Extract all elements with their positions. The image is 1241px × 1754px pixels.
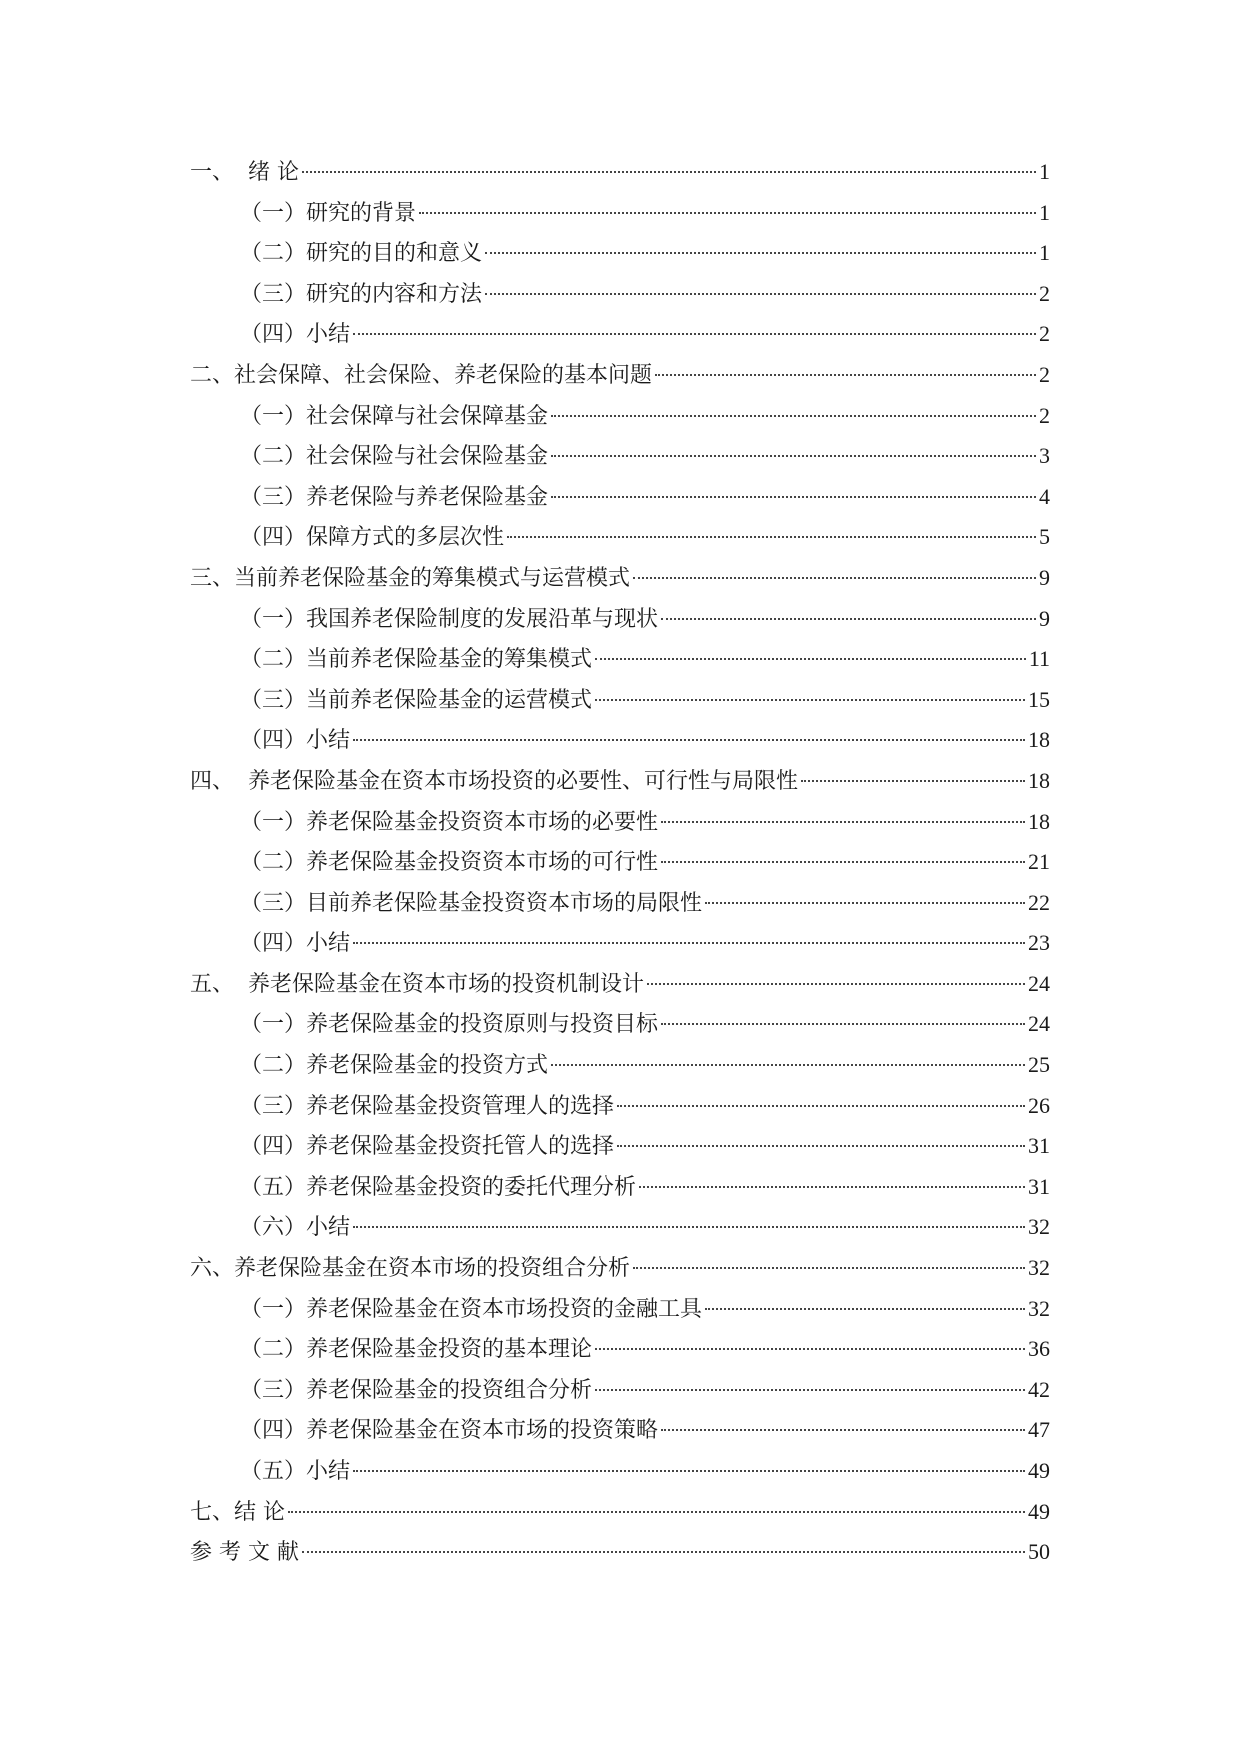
toc-entry-page-number: 1 xyxy=(1039,159,1050,184)
toc-entry-title: （五）小结 xyxy=(240,1459,351,1484)
toc-entry-title: （三）养老保险基金投资管理人的选择 xyxy=(240,1093,615,1119)
dot-leader xyxy=(639,1186,1025,1188)
toc-chapter-entry[interactable] xyxy=(190,1532,1050,1573)
toc-entry-page-number: 5 xyxy=(1039,524,1050,550)
toc-section-entry[interactable] xyxy=(190,599,1050,640)
toc-entry-page-number: 2 xyxy=(1039,402,1050,428)
toc-section-entry[interactable] xyxy=(190,1126,1050,1167)
toc-section-entry[interactable] xyxy=(190,436,1050,477)
toc-entry-title: 二、社会保障、社会保险、养老保险的基本问题 xyxy=(190,362,653,388)
dot-leader xyxy=(551,496,1036,498)
dot-leader xyxy=(661,821,1025,823)
toc-entry-title: （三）当前养老保险基金的运营模式 xyxy=(240,687,593,713)
toc-entry-title: （四）小结 xyxy=(240,322,351,348)
toc-entry-page-number: 2 xyxy=(1039,321,1050,347)
toc-entry-page-number: 2 xyxy=(1039,361,1050,387)
toc-section-entry[interactable] xyxy=(190,517,1050,558)
toc-entry-title: （一）社会保障与社会保障基金 xyxy=(240,403,549,429)
dot-leader xyxy=(705,902,1025,904)
toc-entry-title: （一）研究的背景 xyxy=(240,200,417,226)
toc-entry-page-number: 24 xyxy=(1028,970,1050,996)
toc-entry-title: 七、结 论 xyxy=(190,1499,285,1525)
toc-entry-page-number: 49 xyxy=(1028,1498,1050,1524)
toc-entry-page-number: 47 xyxy=(1028,1417,1050,1443)
toc-entry-title: （三）养老保险与养老保险基金 xyxy=(240,484,549,510)
toc-entry-title: 四、 养老保险基金在资本市场投资的必要性、可行性与局限性 xyxy=(190,768,798,794)
toc-section-entry[interactable] xyxy=(190,233,1050,274)
toc-entry-title: 参 考 文 献 xyxy=(190,1540,299,1566)
toc-entry-page-number: 32 xyxy=(1028,1295,1050,1321)
toc-entry-page-number: 9 xyxy=(1039,564,1050,590)
dot-leader xyxy=(419,212,1036,214)
toc-entry-title: （三）养老保险基金的投资组合分析 xyxy=(240,1377,593,1403)
toc-entry-title: （一）养老保险基金的投资原则与投资目标 xyxy=(240,1012,659,1038)
toc-entry-page-number: 9 xyxy=(1039,605,1050,631)
toc-entry-title: （四）保障方式的多层次性 xyxy=(240,525,505,551)
dot-leader xyxy=(353,1226,1025,1228)
toc-section-entry[interactable] xyxy=(190,1451,1050,1492)
toc-section-entry[interactable] xyxy=(190,314,1050,355)
dot-leader xyxy=(661,1429,1025,1431)
toc-entry-title: （四）小结 xyxy=(240,931,351,957)
toc-entry-title: （六）小结 xyxy=(240,1215,351,1241)
dot-leader xyxy=(661,1023,1025,1025)
toc-entry-page-number: 21 xyxy=(1028,849,1050,875)
toc-chapter-entry[interactable] xyxy=(190,1248,1050,1289)
dot-leader xyxy=(507,536,1036,538)
toc-entry-page-number: 31 xyxy=(1028,1133,1050,1159)
toc-entry-page-number: 18 xyxy=(1028,808,1050,834)
toc-entry-page-number: 50 xyxy=(1028,1539,1050,1565)
dot-leader xyxy=(633,577,1036,579)
toc-entry-page-number: 1 xyxy=(1039,240,1050,266)
dot-leader xyxy=(633,1267,1025,1269)
toc-entry-title: （一）养老保险基金投资资本市场的必要性 xyxy=(240,809,659,835)
dot-leader xyxy=(353,1470,1025,1472)
toc-entry-title: （四）养老保险基金在资本市场的投资策略 xyxy=(240,1418,659,1444)
dot-leader xyxy=(655,374,1036,376)
toc-entry-page-number: 31 xyxy=(1028,1173,1050,1199)
dot-leader xyxy=(617,1105,1025,1107)
toc-chapter-entry[interactable] xyxy=(190,152,1050,193)
toc-entry-title: （五）养老保险基金投资的委托代理分析 xyxy=(240,1174,637,1200)
dot-leader xyxy=(353,333,1036,335)
toc-chapter-entry[interactable] xyxy=(190,355,1050,396)
dot-leader xyxy=(551,415,1036,417)
toc-entry-page-number: 36 xyxy=(1028,1336,1050,1362)
dot-leader xyxy=(302,1551,1025,1553)
toc-entry-title: （二）养老保险基金投资的基本理论 xyxy=(240,1337,593,1363)
toc-section-entry[interactable] xyxy=(190,1410,1050,1451)
dot-leader xyxy=(353,739,1025,741)
toc-entry-page-number: 49 xyxy=(1028,1458,1050,1483)
dot-leader xyxy=(661,618,1036,620)
toc-entry-page-number: 18 xyxy=(1028,727,1050,753)
toc-entry-page-number: 1 xyxy=(1039,199,1050,225)
toc-section-entry[interactable] xyxy=(190,802,1050,843)
dot-leader xyxy=(801,780,1025,782)
toc-section-entry[interactable] xyxy=(190,680,1050,721)
toc-entry-page-number: 42 xyxy=(1028,1376,1050,1402)
dot-leader xyxy=(353,942,1025,944)
toc-entry-title: 一、 绪 论 xyxy=(190,160,299,185)
toc-section-entry[interactable] xyxy=(190,1370,1050,1411)
toc-entry-title: 六、养老保险基金在资本市场的投资组合分析 xyxy=(190,1256,631,1282)
dot-leader xyxy=(595,658,1026,660)
dot-leader xyxy=(551,455,1036,457)
toc-section-entry[interactable] xyxy=(190,720,1050,761)
toc-section-entry[interactable] xyxy=(190,639,1050,680)
toc-entry-page-number: 24 xyxy=(1028,1011,1050,1037)
toc-section-entry[interactable] xyxy=(190,1167,1050,1208)
toc-entry-title: 五、 养老保险基金在资本市场的投资机制设计 xyxy=(190,971,644,997)
toc-entry-page-number: 32 xyxy=(1028,1214,1050,1240)
table-of-contents xyxy=(190,152,1050,1573)
toc-section-entry[interactable] xyxy=(190,193,1050,234)
toc-entry-title: （二）养老保险基金投资资本市场的可行性 xyxy=(240,850,659,876)
dot-leader xyxy=(551,1064,1025,1066)
toc-entry-title: （三）研究的内容和方法 xyxy=(240,281,483,307)
dot-leader xyxy=(595,699,1025,701)
toc-entry-title: （二）社会保险与社会保险基金 xyxy=(240,444,549,470)
toc-section-entry[interactable] xyxy=(190,883,1050,924)
toc-entry-page-number: 26 xyxy=(1028,1092,1050,1118)
toc-section-entry[interactable] xyxy=(190,1004,1050,1045)
toc-entry-title: （二）当前养老保险基金的筹集模式 xyxy=(240,647,593,673)
dot-leader xyxy=(647,983,1025,985)
toc-entry-page-number: 3 xyxy=(1039,443,1050,469)
dot-leader xyxy=(288,1511,1025,1513)
dot-leader xyxy=(485,293,1036,295)
toc-section-entry[interactable] xyxy=(190,274,1050,315)
toc-entry-title: （一）养老保险基金在资本市场投资的金融工具 xyxy=(240,1296,703,1322)
dot-leader xyxy=(485,252,1036,254)
toc-entry-page-number: 22 xyxy=(1028,889,1050,915)
toc-entry-page-number: 15 xyxy=(1028,686,1050,712)
toc-entry-title: （四）养老保险基金投资托管人的选择 xyxy=(240,1134,615,1160)
toc-section-entry[interactable] xyxy=(190,1329,1050,1370)
toc-entry-page-number: 11 xyxy=(1028,646,1050,672)
toc-entry-page-number: 4 xyxy=(1039,483,1050,509)
dot-leader xyxy=(595,1348,1025,1350)
toc-entry-title: （二）养老保险基金的投资方式 xyxy=(240,1053,549,1079)
toc-section-entry[interactable] xyxy=(190,477,1050,518)
toc-chapter-entry[interactable] xyxy=(190,558,1050,599)
toc-entry-page-number: 18 xyxy=(1028,767,1050,793)
toc-chapter-entry[interactable] xyxy=(190,761,1050,802)
dot-leader xyxy=(302,171,1036,173)
toc-section-entry[interactable] xyxy=(190,842,1050,883)
toc-section-entry[interactable] xyxy=(190,1289,1050,1330)
dot-leader xyxy=(617,1145,1025,1147)
toc-entry-title: （一）我国养老保险制度的发展沿革与现状 xyxy=(240,606,659,632)
toc-entry-page-number: 32 xyxy=(1028,1255,1050,1281)
dot-leader xyxy=(595,1389,1025,1391)
toc-section-entry[interactable] xyxy=(190,1207,1050,1248)
toc-entry-title: （四）小结 xyxy=(240,728,351,754)
toc-chapter-entry[interactable] xyxy=(190,1492,1050,1533)
toc-entry-page-number: 25 xyxy=(1028,1052,1050,1078)
toc-section-entry[interactable] xyxy=(190,396,1050,437)
dot-leader xyxy=(705,1308,1025,1310)
toc-entry-page-number: 2 xyxy=(1039,280,1050,306)
toc-entry-page-number: 23 xyxy=(1028,930,1050,956)
toc-section-entry[interactable] xyxy=(190,923,1050,964)
toc-section-entry[interactable] xyxy=(190,1086,1050,1127)
toc-chapter-entry[interactable] xyxy=(190,964,1050,1005)
toc-entry-title: 三、当前养老保险基金的筹集模式与运营模式 xyxy=(190,565,631,591)
toc-entry-title: （三）目前养老保险基金投资资本市场的局限性 xyxy=(240,890,703,916)
toc-section-entry[interactable] xyxy=(190,1045,1050,1086)
dot-leader xyxy=(661,861,1025,863)
toc-entry-title: （二）研究的目的和意义 xyxy=(240,241,483,267)
